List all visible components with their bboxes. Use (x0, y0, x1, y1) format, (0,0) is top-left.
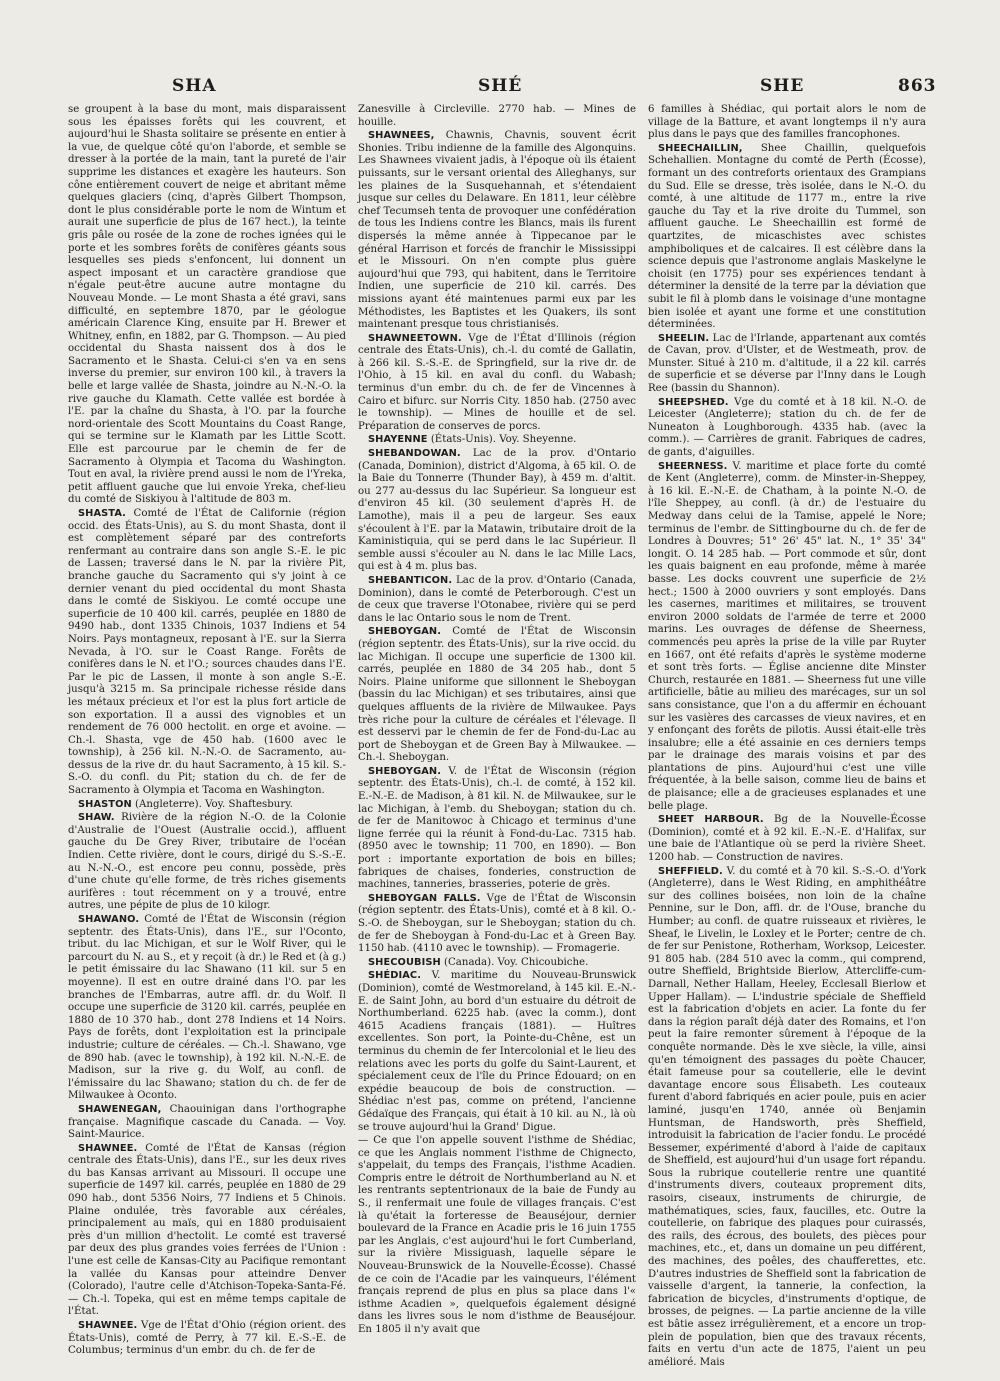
entry-text: Chawnis, Chavnis, souvent écrit Shonies. Tribu indienne de la famille des Algonquins. Les Shawnees vivaient jadis, à l'époque où ils étaient puissants, sur le versant oriental des Alleghanys, sur les plaines de la Susquehannah, et s'étendaient jusque sur celles du Delaware. En 1811, leur célèbre chef Tecumseh tenta de provoquer une confédération de tous les Indiens contre les Blancs, mais ils furent dispersés la même année à Tippecanoe par le général Harrison et forcés de franchir le Mississippi et le Missouri. On n'en compte plus guère aujourd'hui que 793, qui habitent, dans le Territoire Indien, une superficie de 210 kil. carrés. Des missions ayant été maintenues parmi eux par les Méthodistes, les Baptistes et les Quakers, ils sont maintenant presque tous christianisés. (358, 130, 636, 331)
entry-text: Shee Chaillin, quelquefois Schehallien. Montagne du comté de Perth (Écosse), formant un des contreforts orientaux des Grampians du Sud. Elle se dresse, très isolée, dans le N.-O. du comté, à une altitude de 1177 m., entre la rive gauche du Tay et la rive droite du Tummel, son affluent gauche. Le Sheechaillin est formé de quartzites, de micaschistes avec schistes amphiboliques et de calcaires. Il est célèbre dans la science depuis que l'astronome anglais Maskelyne le choisit (en 1775) pour ses expériences tendant à déterminer la densité de la terre par la déviation que subit le fil à plomb dans le voisinage d'une montagne bien isolée et ayant une forme et une constitution déterminées. (648, 142, 926, 331)
dictionary-entry (68, 1143, 346, 1319)
entry-headword: SHEFFIELD. (658, 865, 723, 877)
entry-headword: SHAW. (78, 812, 115, 824)
entry-headword: SHEBOYGAN. (368, 765, 442, 777)
page-number: 863 (898, 76, 937, 96)
running-head-left: SHA (172, 76, 217, 96)
entry-text: 6 familles à Shédiac, qui portait alors le nom de village de la Batture, et avant longtemps il n'y aura plus dans le pays que des familles francophones. (648, 104, 926, 141)
text-column-3 (648, 104, 926, 1368)
entry-text: Vge du comté et à 18 kil. N.-O. de Leicester (Angleterre); station du ch. de fer de Nuneaton à Loughborough. 4335 hab. (avec la comm.). — Carrières de granit. Fabriques de cadres, de gants, d'aiguilles. (648, 396, 926, 459)
entry-headword: SHEEPSHED. (658, 396, 729, 408)
entry-headword: SHAWENEGAN, (78, 1103, 162, 1115)
entry-headword: SHAWNEE. (78, 1320, 138, 1331)
dictionary-entry (68, 1104, 346, 1142)
dictionary-entry (648, 461, 926, 814)
running-head-center: SHÉ (478, 76, 523, 96)
dictionary-entry (648, 333, 926, 396)
dictionary-entry (358, 1135, 636, 1337)
entry-text: Lac de la prov. d'Ontario (Canada, Dominion), dans le comté de Peterborough. C'est un de ceux que traverse l'Otonabee, rivière qui se perd dans le lac Ontario sous le nom de Trent. (358, 574, 636, 624)
dictionary-entry (358, 130, 636, 332)
entry-text: Rivière de la région N.-O. de la Colonie d'Australie de l'Ouest (Australie occid.), affluent gauche du De Grey River, tributaire de l'océan Indien. Cette rivière, dont le cours, dirigé du S.-S.-E. au N.-N.-O., est encore peu connu, possède, près d'une chute qu'elle forme, de très riches gisements aurifères : tout récemment on y a trouvé, entre autres, une pépite de plus de 10 kilogr. (68, 812, 346, 912)
entry-headword: SHAWANO. (78, 914, 140, 925)
entry-text: Vge de l'État de Wisconsin (région septentr. des États-Unis), comté et à 8 kil. O.-S.-O. de Sheboygan, sur le Sheboygan; station du ch. de fer de Sheboygan à Fond-du-Lac et à Green Bay. 1150 hab. (4110 avec le township). — Fromagerie. (358, 892, 637, 955)
entry-headword: SHAWNEETOWN. (368, 332, 462, 344)
dictionary-entry (68, 799, 346, 812)
entry-headword: SHAWNEES, (368, 130, 435, 142)
dictionary-entry (648, 104, 926, 142)
entry-text: Comté de l'État de Wisconsin (région septentr. des États-Unis), dans l'E., sur l'Oconto, tribut. du lac Michigan, et sur le Wolf River, qui le parcourt du N. au S., et y reçoit (à dr.) le Red et (à g.) le petit émissaire du lac Shawano (11 kil. sur 5 en moyenne). Il est en outre drainé dans l'O. par les branches de l'Embarras, autre affl. dr. du Wolf. Il occupe une superficie de 3120 kil. carrés, peuplée en 1880 de 10 370 hab., dont 278 Indiens et 14 Noirs. Pays de forêts, dont l'exploitation est la principale industrie; culture de céréales. — Ch.-l. Shawano, vge de 890 hab. (avec le township), à 192 kil. N.-N.-E. de Madison, sur la rive g. du Wolf, au confl. de l'émissaire du lac Shawano; station du ch. de fer de Milwaukee à Oconto. (68, 914, 346, 1102)
entry-text: Lac de l'Irlande, appartenant aux comtés de Cavan, prov. d'Ulster, et de Westmeath, prov. de Munster. Situé à 210 m. d'altitude, il a 22 kil. carrés de superficie et se déverse par l'Inny dans le Lough Ree (bassin du Shannon). (648, 332, 926, 395)
running-head-right: SHE (760, 76, 805, 96)
dictionary-entry (68, 812, 346, 913)
entry-text: Vge de l'État d'Ohio (région orient. des États-Unis), comté de Perry, à 77 kil. E.-S.-E. de Columbus; terminus d'un embr. du ch. de fer de (68, 1320, 346, 1357)
dictionary-entry (68, 104, 346, 507)
dictionary-entry (358, 448, 636, 574)
dictionary-entry (648, 397, 926, 460)
entry-text: Bg de la Nouvelle-Écosse (Dominion), comté et à 92 kil. E.-N.-E. d'Halifax, sur une baie de l'Atlantique où se perd la rivière Sheet. 1200 hab. — Construction de navires. (648, 814, 926, 864)
entry-text: (Angleterre). Voy. Shaftesbury. (131, 798, 293, 810)
entry-text: Comté de l'État de Californie (région occid. des États-Unis), au S. du mont Shasta, dont il est complètement séparé par des contreforts renfermant au contraire dans son angle S.-E. le pic de Lassen; traversé dans le N. par la rivière Pit, branche gauche du Sacramento qui s'y joint à ce dernier venant du pied occidental du mont Shasta dans le comté de Siskiyou. Le comté occupe une superficie de 10 400 kil. carrés, peuplée en 1880 de 9490 hab., dont 1335 Chinois, 1037 Indiens et 54 Noirs. Pays montagneux, reposant à l'E. sur la Sierra Nevada, à l'O. sur le Coast Range. Forêts de conifères dans le N. et l'O.; sources chaudes dans l'E. Par le pic de Lassen, il monte à son angle S.-E. jusqu'à 3215 m. Sa principale richesse réside dans les métaux précieux et l'or est la plus fort article de son exportation. Il a aussi des vignobles et un rendement de 76 000 hectolit. en orge et avoine. — Ch.-l. Shasta, vge de 450 hab. (1600 avec le township), à 256 kil. N.-N.-O. de Sacramento, au-dessus de la rive dr. du haut Sacramento, à 15 kil. S.-S.-O. du confl. du Pit; station du ch. de fer de Sacramento à Olympia et Tacoma en Washington. (68, 508, 346, 797)
entry-headword: SHAWNEE. (78, 1142, 138, 1154)
dictionary-entry (648, 866, 926, 1370)
entry-headword: SHASTON (78, 798, 132, 810)
entry-text: (États-Unis). Voy. Sheyenne. (427, 434, 577, 446)
dictionary-entry (648, 814, 926, 864)
entry-headword: SHAYENNE (368, 434, 428, 446)
dictionary-entry (68, 508, 346, 798)
entry-headword: SHEELIN. (658, 332, 710, 344)
dictionary-entry (358, 626, 636, 765)
entry-headword: SHEECHAILLIN, (658, 142, 743, 154)
entry-text: se groupent à la base du mont, mais disparaissent sous les épaisses forêts qui les couvrent, et aujourd'hui le Shasta solitaire se présente en entier à la vue, de quelque côté qu'on l'aborde, et semble se dresser à la portée de la main, tant la pureté de l'air supprime les distances et exagère les hauteurs. Son cône entièrement couvert de neige et abritant même quelques glaciers (cinq, d'après Gilbert Thompson, dont le plus considérable porte le nom de Wintum et aurait une superficie de plus de 167 hect.), la teinte gris pâle ou rosée de la zone de roches ignées qui le porte et les sombres forêts de conifères géants sous lesquelles ses pieds s'enfoncent, lui donnent un aspect imposant et un caractère grandiose que n'égale peut-être aucune autre montagne du Nouveau Monde. — Le mont Shasta a été gravi, sans difficulté, en septembre 1870, par le géologue américain Clarence King, ensuite par H. Brewer et Whitney, enfin, en 1882, par G. Thompson. — Au pied occidental du Shasta naissent dos à dos le Sacramento et le Shasta. Celui-ci s'en va en sens inverse du premier, sur environ 100 kil., à travers la belle et large vallée de Shasta, joindre au N.-N.-O. la rive gauche du Klamath. Cette vallée est bordée à l'E. par la chaîne du Shasta, à l'O. par la fourche nord-orientale des Scott Mountains du Coast Range, qui se termine sur le Klamath par les Little Scott. Elle est parcourue par le chemin de fer de Sacramento à Olympia et Tacoma du Washington. Tout en aval, la rivière prend aussi le nom de l'Yreka, petit affluent gauche que lui envoie Yreka, chef-lieu du comté de Siskiyou à l'altitude de 803 m. (68, 104, 346, 506)
entry-text: V. de l'État de Wisconsin (région septentr. des États-Unis), ch.-l. de comté, à 152 kil. E.-N.-E. de Madison, à 81 kil. N. de Milwaukee, sur le lac Michigan, à l'emb. du Sheboygan; station du ch. de fer de Manitowoc à Chicago et terminus d'une ligne ferrée qui la réunit à Fond-du-Lac. 7315 hab. (8950 avec le township; 11 700, en 1890). — Bon port : importante exportation de bois en billes; fabriques de chaises, fonderies, construction de machines, tanneries, brasseries, poterie de grès. (358, 765, 636, 891)
dictionary-entry (358, 766, 636, 892)
entry-text: Vge de l'État d'Illinois (région centrale des États-Unis), ch.-l. du comté de Gallatin, à 266 kil. S.-S.-E. de Springfield, sur la rive dr. de l'Ohio, à 15 kil. en aval du confl. du Wabash; terminus d'un embr. du ch. de fer de Vincennes à Cairo et bifurc. sur Norris City. 1850 hab. (2750 avec le township). — Mines de houille et de sel. Préparation de conserves de porcs. (358, 332, 636, 432)
entry-headword: SHÉDIAC. (368, 970, 422, 982)
dictionary-entry (648, 143, 926, 332)
text-column-2 (358, 104, 636, 1354)
entry-headword: SHEBOYGAN. (368, 626, 442, 638)
dictionary-entry (358, 893, 636, 956)
entry-text: Comté de l'État de Wisconsin (région septentr. des États-Unis), sur la rive occid. du lac Michigan. Il occupe une superficie de 1300 kil. carrés, peuplée en 1880 de 34 205 hab., dont 5 Noirs. Plaine uniforme que sillonnent le Sheboygan (bassin du lac Michigan) et ses tributaires, ainsi que quelques affluents de la rivière de Milwaukee. Pays très riche pour la culture de céréales et l'élevage. Il est desservi par le chemin de fer de Fond-du-Lac au port de Sheboygan et de Green Bay à Milwaukee. — Ch.-l. Sheboygan. (358, 626, 636, 764)
dictionary-entry (358, 970, 636, 1134)
entry-text: V. maritime du Nouveau-Brunswick (Dominion), comté de Westmoreland, à 145 kil. E.-N.-E. de Saint John, au bord d'un estuaire du détroit de Northumberland. 6225 hab. (avec la comm.), dont 4615 Acadiens français (1881). — Huîtres excellentes. Son port, la Pointe-du-Chêne, est un terminus du chemin de fer Intercolonial et le lieu des relations avec les ports du golfe du Saint-Laurent, et spécialement ceux de l'île du Prince Édouard; on en expédie beaucoup de bois de construction. — Shédiac n'est pas, comme on prétend, l'ancienne Gédaïque des Français, qui était à 10 kil. au N., là où se trouve aujourd'hui la Grand' Digue. (358, 970, 636, 1133)
dictionary-entry (358, 575, 636, 625)
dictionary-entry (358, 333, 636, 434)
entry-text: Zanesville à Circleville. 2770 hab. — Mines de houille. (358, 104, 636, 128)
entry-text: — Ce que l'on appelle souvent l'isthme de Shédiac, ce que les Anglais nomment l'isthme de Chignecto, s'appelait, du temps des Français, l'isthme Acadien. Compris entre le détroit de Northumberland au N. et les rentrants septentrionaux de la baie de Fundy au S., il renfermait une foule de villages français. C'est là qu'était la forteresse de Beauséjour, dernier boulevard de la France en Acadie pris le 16 juin 1755 par les Anglais, c'est aujourd'hui le fort Cumberland, sur la rivière Missiguash, laquelle sépare le Nouveau-Brunswick de la Nouvelle-Écosse). Chassé de ce coin de l'Acadie par les vainqueurs, l'élément français reprend de plus en plus sa place dans l'« isthme Acadien », quelquefois également désigné dans les livres sous le nom d'isthme de Beauséjour. En 1805 il n'y avait que (358, 1135, 636, 1335)
entry-headword: SHEBANDOWAN. (368, 448, 461, 460)
entry-text: Comté de l'État de Kansas (région centrale des États-Unis), dans l'E., sur les deux rives du bas Kansas arrivant au Missouri. Il occupe une superficie de 1497 kil. carrés, peuplée en 1880 de 29 090 hab., dont 5356 Noirs, 77 Indiens et 5 Chinois. Plaine ondulée, très favorable aux céréales, principalement au maïs, qui en 1880 produisaient près d'un million d'hectolit. Le comté est traversé par deux des plus grandes voies ferrées de l'Union : l'une est celle de Kansas-City au Pacifique remontant la vallée du Kansas pour atteindre Denver (Colorado), l'autre celle d'Atchison-Topeka-Santa-Fé. — Ch.-l. Topeka, qui est en même temps capitale de l'État. (68, 1142, 346, 1318)
entry-text: Lac de la prov. d'Ontario (Canada, Dominion), district d'Algoma, à 65 kil. O. de la Baie du Tonnerre (Thunder Bay), à 459 m. d'altit. ou 277 au-dessus du lac Supérieur. Sa longueur est d'environ 45 kil. (30 seulement d'après H. de Lamothe), mais il a peu de largeur. Ses eaux s'écoulent à l'E. par la Matawin, tributaire droit de la Kaministiquia, qui se perd dans le lac Supérieur. Il semble aussi s'écouler au N. dans le lac Mille Lacs, qui est à 4 m. plus bas. (358, 448, 636, 573)
dictionary-entry (68, 1320, 346, 1358)
entry-headword: SHEBOYGAN FALLS. (368, 892, 481, 904)
entry-headword: SHASTA. (78, 508, 127, 519)
dictionary-entry (358, 957, 636, 970)
entry-text: Chaouinigan dans l'orthographe française. Magnifique cascade du Canada. — Voy. Saint-Maurice. (68, 1103, 346, 1141)
entry-text: (Canada). Voy. Chicoubiche. (440, 956, 589, 968)
entry-text: V. du comté et à 70 kil. S.-S.-O. d'York (Angleterre), dans le West Riding, en amphithéâtre sur des collines boisées, non loin de la chaîne Pennine, sur le Don, affl. dr. de l'Ouse, branche du Humber; au confl. de quatre ruisseaux et rivières, le Sheaf, le Livelin, le Loxley et le Porter; centre de ch. de fer sur Penistone, Rotherham, Worksop, Leicester. 91 805 hab. (284 510 avec la comm., qui comprend, outre Sheffield, Brightside Bierlow, Attercliffe-cum-Darnall, Nether Hallam, Heeley, Ecclesall Bierlow et Upper Hallam). — L'industrie spéciale de Sheffield est la fabrication d'objets en acier. La fonte du fer dans la région paraît déjà dater des Romains, et l'on peut la faire remonter sûrement à l'époque de la conquête normande. Dès le xve siècle, la ville, ainsi qu'en témoignent des passages du poète Chaucer, était fameuse pour sa coutellerie, elle le devint davantage encore sous Élisabeth. Les couteaux furent d'abord fabriqués en acier poule, puis en acier laminé, jusqu'en 1740, année où Benjamin Huntsman, de Handsworth, près Sheffield, introduisit la fabrication de l'acier fondu. Le procédé Bessemer, expérimenté d'abord à l'aide de capitaux de Sheffield, est aujourd'hui d'un usage fort répandu. Sous la rubrique coutellerie rentre une quantité d'instruments divers, couteaux proprement dits, rasoirs, ciseaux, instruments de chirurgie, de mathématiques, scies, faux, faucilles, etc. Outre la coutellerie, on fabrique des plaques pour cuirassés, des rails, des écrous, des boulets, des pièces pour machines, etc., et, dans un domaine un peu différent, des machines, des poêles, des chaufferettes, etc. D'autres industries de Sheffield sont la fabrication de vaisselle d'argent, la tannerie, la confection, la fabrication de bicycles, d'instruments d'optique, de brosses, de peignes. — La partie ancienne de la ville est bâtie assez irrégulièrement, et a encore un trop-plein de population, bien que des travaux récents, faits en vertu d'un acte de 1875, l'aient un peu amélioré. Mais (648, 865, 926, 1368)
entry-text: V. maritime et place forte du comté de Kent (Angleterre), comm. de Minster-in-Sheppey, à 16 kil. E.-N.-E. de Chatham, à la pointe N.-O. de l'île Sheppey, au confl. (à dr.) de l'estuaire du Medway dans celui de la Tamise, appelé le Nore; terminus de l'embr. de Sittingbourne du ch. de fer de Londres à Douvres; 51° 26' 45" lat. N., 1° 35' 34" longit. O. 14 285 hab. — Port commode et sûr, dont les quais baignent en eau profonde, même à marée basse. Les docks couvrent une superficie de 2½ hect.; 1500 à 2000 ouvriers y sont employés. Dans les casernes, maritimes et militaires, se trouvent environ 2000 soldats de l'armée de terre et 2000 marins. Les ouvrages de défense de Sheerness, commencés peu après la prise de la ville par Ruyter en 1667, ont été refaits d'après le système moderne et sont très forts. — Église ancienne dite Minster Church, restaurée en 1881. — Sheerness fut une ville artificielle, bâtie au milieu des marécages, sur un sol sans consistance, que l'on a du affermir en échouant sur les vasières des carcasses de vieux navires, et en y enfonçant des forêts de pilotis. Aussi était-elle très insalubre; elle a été assainie en ces derniers temps par le drainage des marais voisins et par des plantations de pins. Aujourd'hui c'est une ville fréquentée, à la belle saison, comme lieu de bains et de plaisance; elle a de gracieuses esplanades et une belle plage. (648, 460, 926, 812)
dictionary-entry (358, 104, 636, 129)
entry-headword: SHEET HARBOUR. (658, 814, 764, 826)
entry-headword: SHECOUBISH (368, 956, 441, 968)
entry-headword: SHEBANTICON. (368, 574, 453, 586)
dictionary-entry (358, 434, 636, 447)
text-column-1 (68, 104, 346, 1357)
dictionary-entry (68, 914, 346, 1103)
entry-headword: SHEERNESS. (658, 460, 728, 472)
